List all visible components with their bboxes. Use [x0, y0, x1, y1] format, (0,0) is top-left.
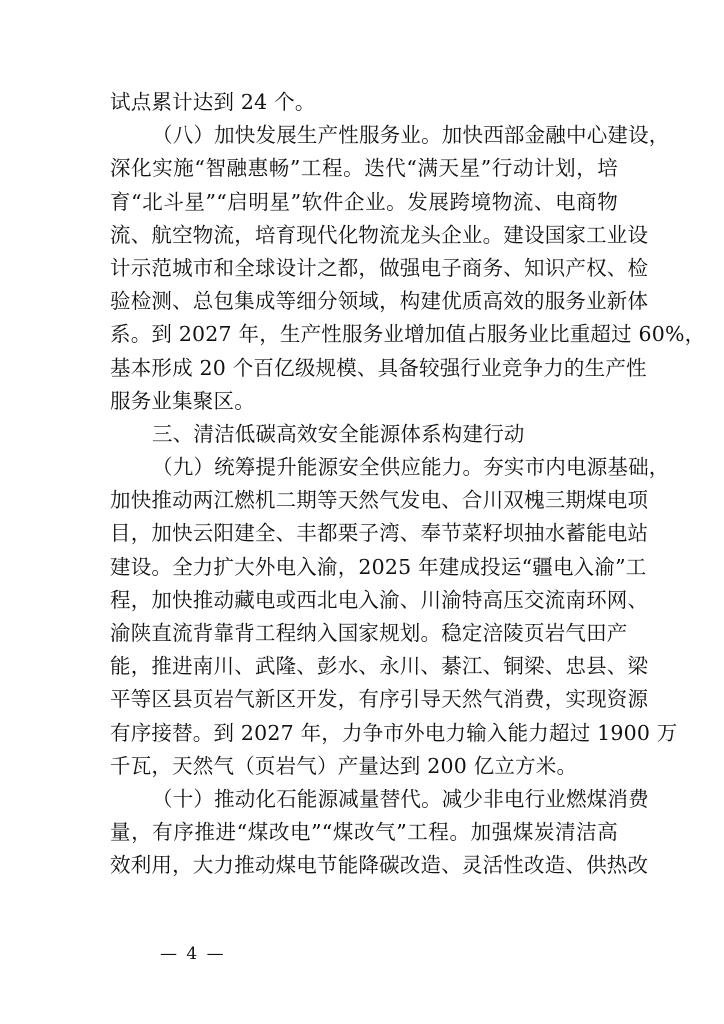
text-line: 程，加快推动藏电或西北电入渝、川渝特高压交流南环网、	[110, 587, 649, 612]
text-line: 加快推动两江燃机二期等天然气发电、合川双槐三期煤电项	[110, 488, 649, 513]
text-line: 计示范城市和全球设计之都，做强电子商务、知识产权、检	[110, 255, 649, 280]
text-line: 有序接替。到 2027 年，力争市外电力输入能力超过 1900 万	[110, 720, 678, 745]
text-line: 育“北斗星”“启明星”软件企业。发展跨境物流、电商物	[110, 189, 618, 214]
text-line: （八）加快发展生产性服务业。加快西部金融中心建设，	[152, 123, 670, 148]
page-number: — 4 —	[160, 944, 226, 964]
text-line: （九）统筹提升能源安全供应能力。夯实市内电源基础，	[152, 455, 670, 480]
text-line: 渝陕直流背靠背工程纳入国家规划。稳定涪陵页岩气田产	[110, 621, 628, 645]
text-line: 试点累计达到 24 个。	[110, 90, 316, 114]
text-line: （十）推动化石能源减量替代。减少非电行业燃煤消费	[152, 786, 649, 811]
text-line: 能，推进南川、武隆、彭水、永川、綦江、铜梁、忠县、梁	[110, 654, 649, 679]
text-line: 验检测、总包集成等细分领域，构建优质高效的服务业新体	[110, 289, 649, 314]
text-line: 千瓦，天然气（页岩气）产量达到 200 亿立方米。	[110, 753, 578, 778]
text-line: 平等区县页岩气新区开发，有序引导天然气消费，实现资源	[110, 687, 649, 712]
text-line: 基本形成 20 个百亿级规模、具备较强行业竞争力的生产性	[110, 355, 647, 380]
document-body	[110, 86, 706, 883]
text-line: 流、航空物流，培育现代化物流龙头企业。建设国家工业设	[110, 222, 649, 247]
text-line: 系。到 2027 年，生产性服务业增加值占服务业比重超过 60%，	[110, 322, 706, 347]
text-line: 目，加快云阳建全、丰都栗子湾、奉节菜籽坝抽水蓄能电站	[110, 521, 649, 546]
text-line: 深化实施“智融惠畅”工程。迭代“满天星”行动计划，培	[110, 156, 618, 181]
text-line: 建设。全力扩大外电入渝，2025 年建成投运“疆电入渝”工	[110, 554, 647, 579]
section-heading: 三、清洁低碳高效安全能源体系构建行动	[152, 421, 525, 446]
text-line: 效利用，大力推动煤电节能降碳改造、灵活性改造、供热改	[110, 853, 649, 878]
text-line: 量，有序推进“煤改电”“煤改气”工程。加强煤炭清洁高	[110, 820, 618, 845]
text-line: 服务业集聚区。	[110, 388, 255, 413]
